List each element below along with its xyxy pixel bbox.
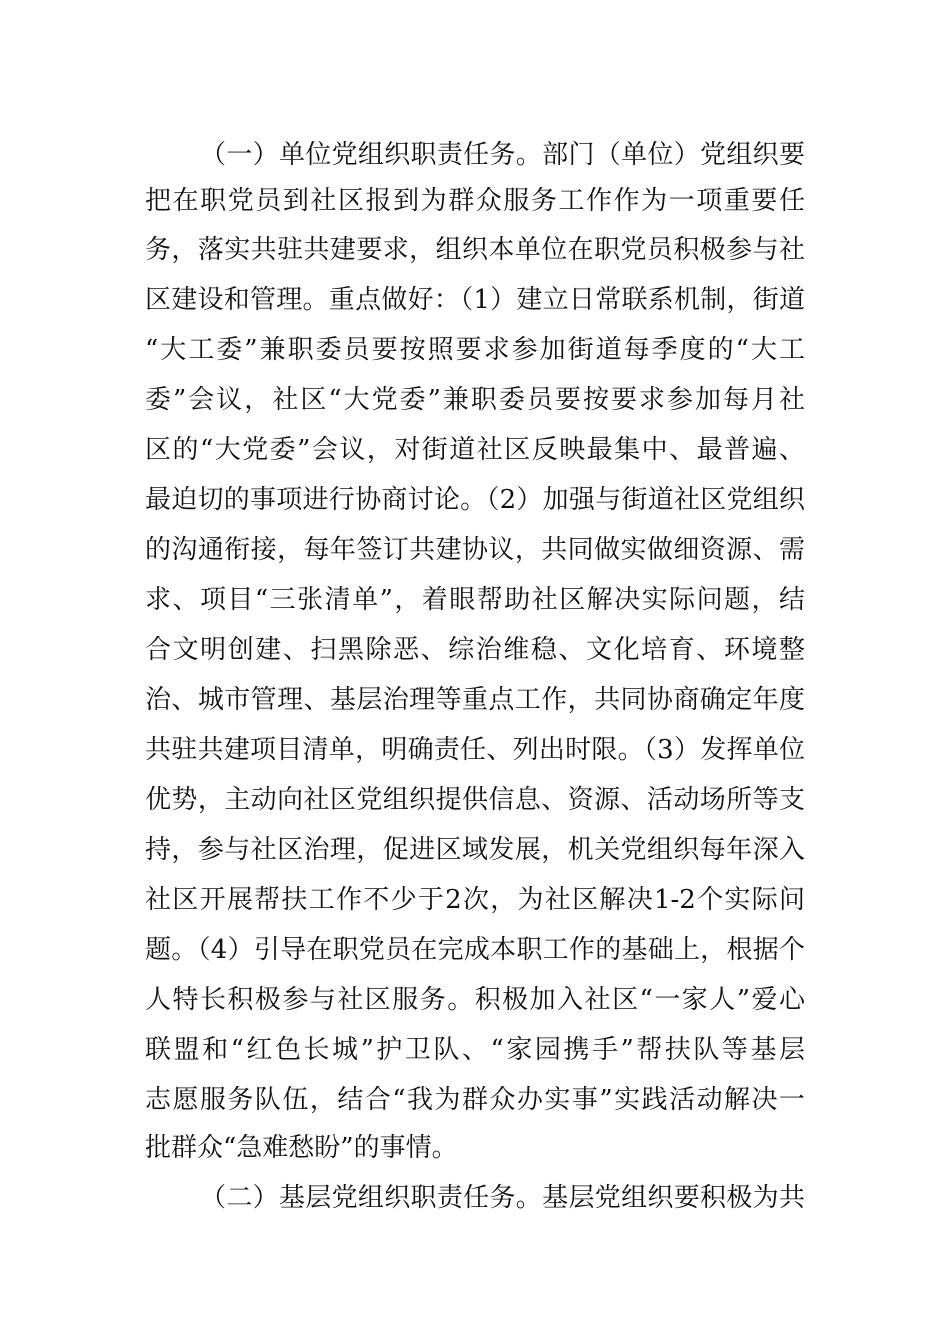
paragraph-line: 题。（4）引导在职党员在完成本职工作的基础上，根据个 [145, 935, 805, 965]
paragraph-line: （二）基层党组织职责任务。基层党组织要积极为共 [200, 1183, 805, 1213]
paragraph-line: 的沟通衔接，每年签订共建协议，共同做实做细资源、需 [145, 535, 805, 565]
paragraph-line: 求、项目“三张清单”，着眼帮助社区解决实际问题，结 [145, 585, 805, 615]
paragraph-line: 联盟和“红色长城”护卫队、“家园携手”帮扶队等基层 [145, 1035, 805, 1065]
paragraph-line: 社区开展帮扶工作不少于2次，为社区解决1-2个实际问 [145, 885, 805, 915]
paragraph-line: 区建设和管理。重点做好：（1）建立日常联系机制，街道 [145, 285, 805, 315]
paragraph-line: 人特长积极参与社区服务。积极加入社区“一家人”爱心 [145, 985, 805, 1015]
paragraph-line: “大工委”兼职委员要按照要求参加街道每季度的“大工 [145, 335, 805, 365]
paragraph-line: 委”会议，社区“大党委”兼职委员要按要求参加每月社 [145, 385, 805, 415]
paragraph-line: 志愿服务队伍，结合“我为群众办实事”实践活动解决一 [145, 1085, 805, 1115]
paragraph-line: 最迫切的事项进行协商讨论。（2）加强与街道社区党组织 [145, 485, 805, 515]
paragraph-line: 持，参与社区治理，促进区域发展，机关党组织每年深入 [145, 835, 805, 865]
paragraph-line: 共驻共建项目清单，明确责任、列出时限。（3）发挥单位 [145, 735, 805, 765]
paragraph-line: 治、城市管理、基层治理等重点工作，共同协商确定年度 [145, 685, 805, 715]
paragraph-line: 合文明创建、扫黑除恶、综治维稳、文化培育、环境整 [145, 635, 805, 665]
paragraph-line: （一）单位党组织职责任务。部门（单位）党组织要 [200, 140, 805, 170]
paragraph-line: 区的“大党委”会议，对街道社区反映最集中、最普遍、 [145, 435, 805, 465]
paragraph-line: 务，落实共驻共建要求，组织本单位在职党员积极参与社 [145, 235, 805, 265]
paragraph-line: 优势，主动向社区党组织提供信息、资源、活动场所等支 [145, 785, 805, 815]
paragraph-line: 批群众“急难愁盼”的事情。 [145, 1133, 458, 1163]
paragraph-line: 把在职党员到社区报到为群众服务工作作为一项重要任 [145, 186, 805, 216]
